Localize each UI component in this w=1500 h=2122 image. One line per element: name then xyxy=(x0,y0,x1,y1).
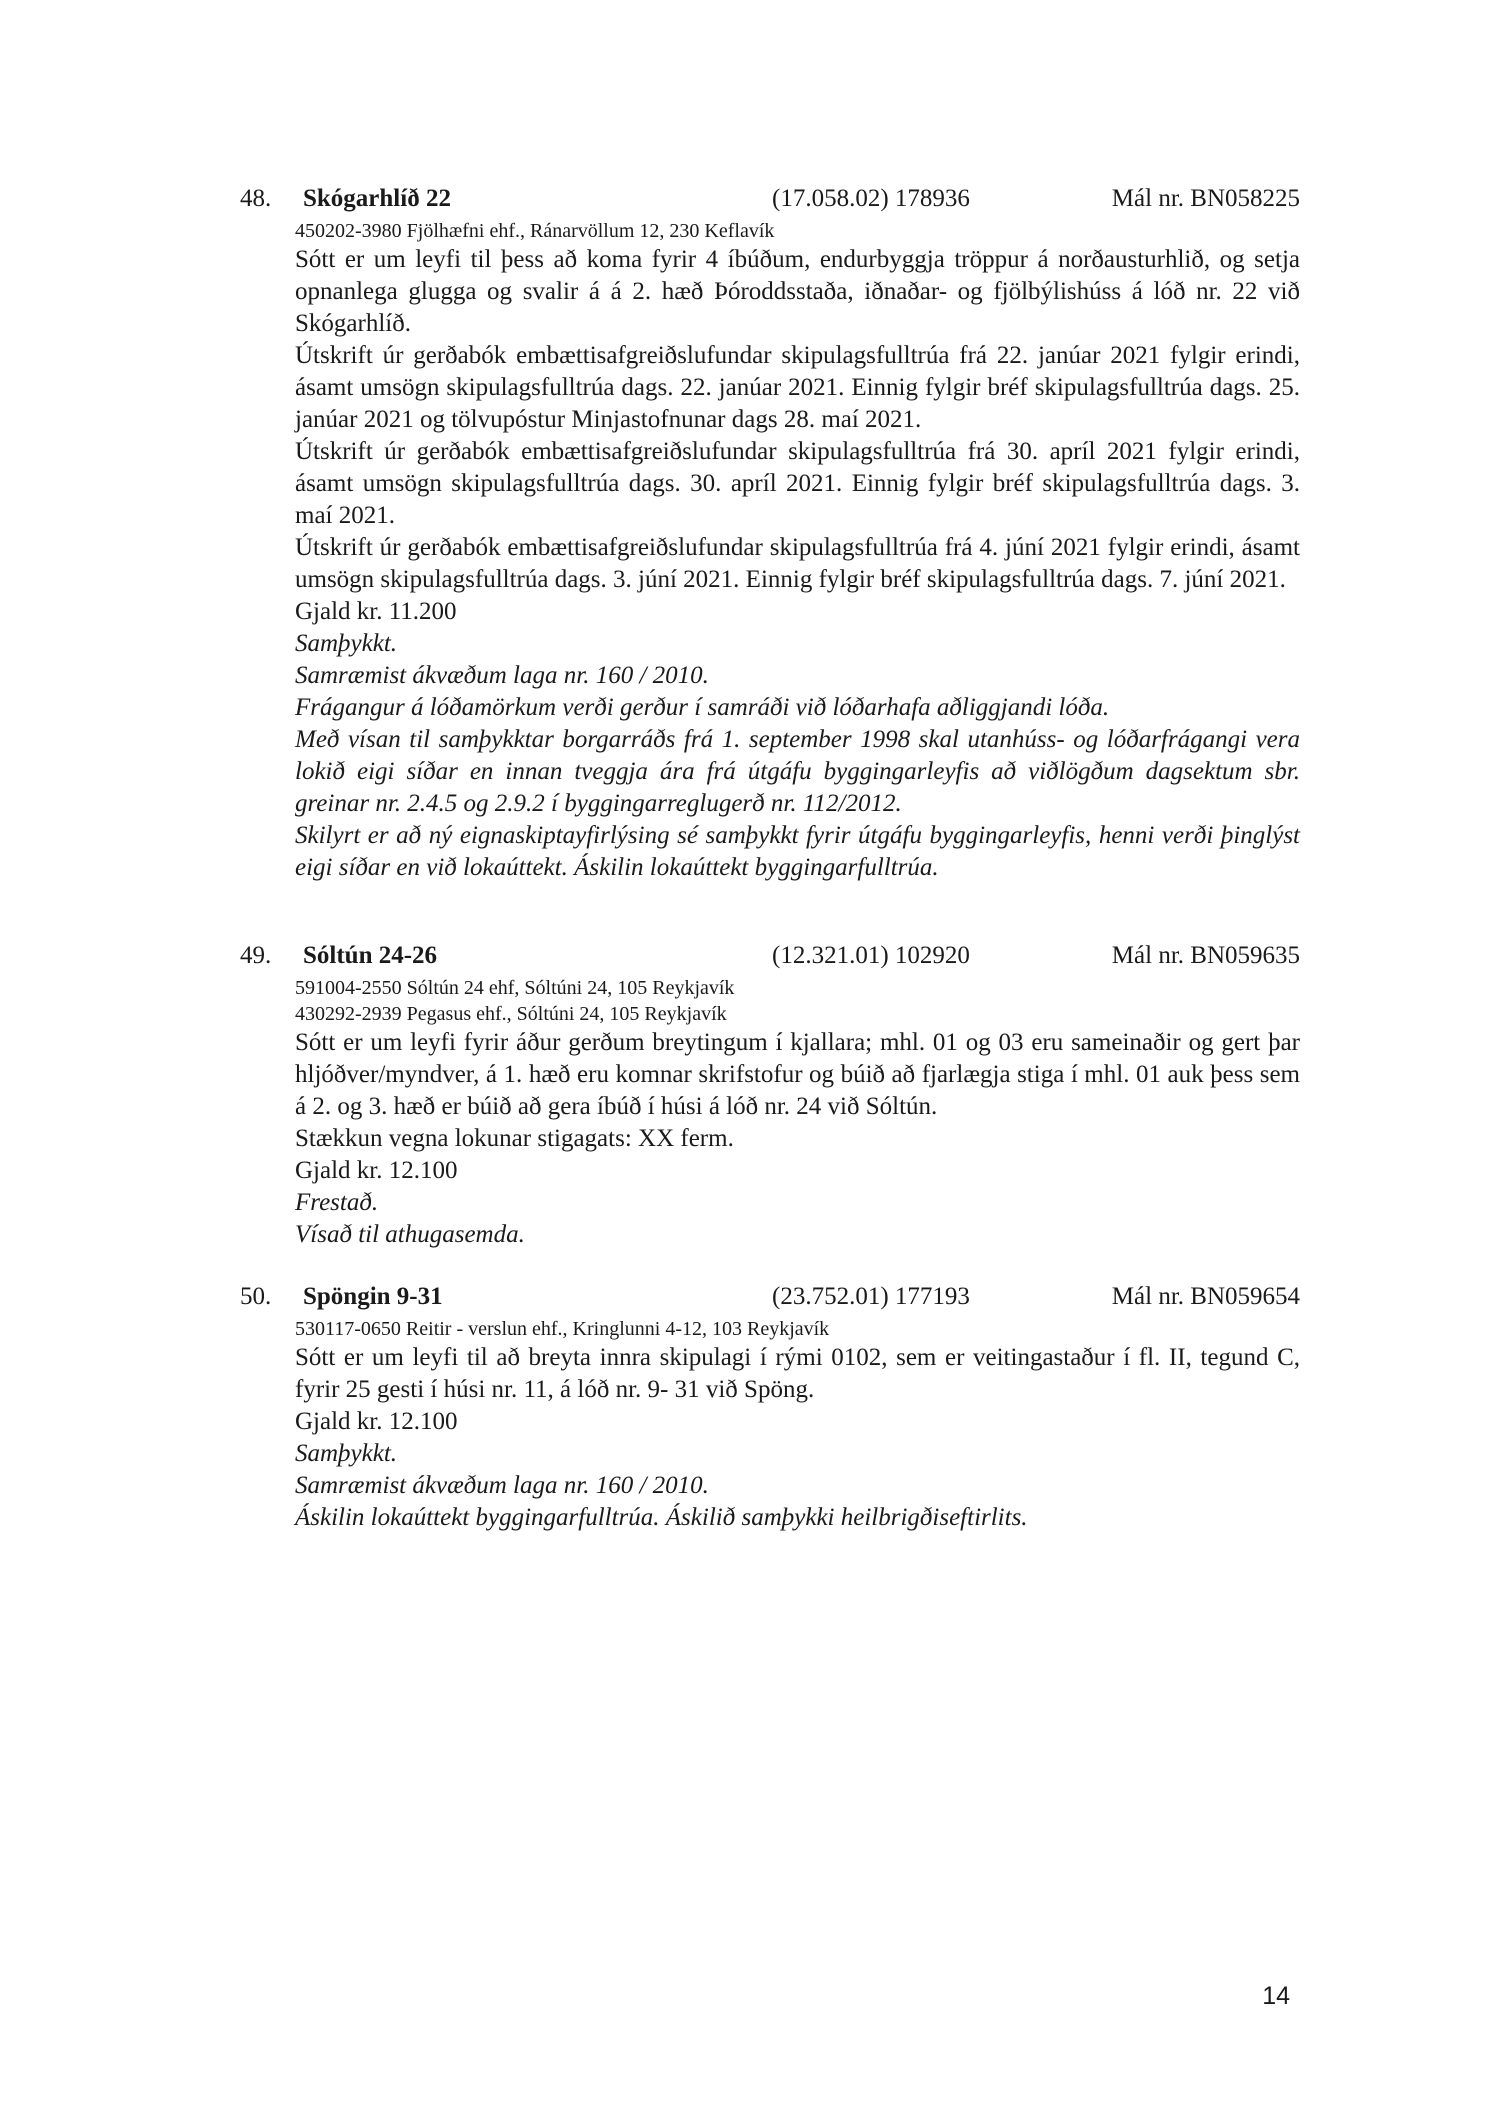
case-body xyxy=(295,975,1300,1251)
page-number: 14 xyxy=(1262,1982,1290,2010)
case-reference: Mál nr. BN058225 xyxy=(1111,185,1300,212)
description-paragraph: Sótt er um leyfi til þess að koma fyrir 4 íbúðum, endurbyggja tröppur á norðausturhlið, og setja opnanlega glugga og svalir á á 2. hæð Þóroddsstaða, iðnaðar- og fjölbýlishúss á lóð nr. 22 við Skógarhlíð. xyxy=(295,246,1300,337)
case-reference: Mál nr. BN059654 xyxy=(1111,1283,1300,1310)
description-paragraph: Útskrift úr gerðabók embættisafgreiðslufundar skipulagsfulltrúa frá 30. apríl 2021 fylgir erindi, ásamt umsögn skipulagsfulltrúa dags. 30. apríl 2021. Einnig fylgir bréf skipulagsfulltrúa dags. 3. maí 2021. xyxy=(295,438,1300,529)
decision-line: Samþykkt. xyxy=(295,1440,398,1467)
description-paragraph: Útskrift úr gerðabók embættisafgreiðslufundar skipulagsfulltrúa frá 22. janúar 2021 fylgir erindi, ásamt umsögn skipulagsfulltrúa dags. 22. janúar 2021. Einnig fylgir bréf skipulagsfulltrúa dags. 25. janúar 2021 og tölvupóstur Minjastofnunar dags 28. maí 2021. xyxy=(295,342,1300,433)
applicant-line: 530117-0650 Reitir - verslun ehf., Kringlunni 4-12, 103 Reykjavík xyxy=(295,1318,830,1340)
case-address: Spöngin 9-31 xyxy=(303,1283,443,1310)
fee-line: Gjald kr. 12.100 xyxy=(295,1408,458,1435)
decision-line: Með vísan til samþykktar borgarráðs frá 1. september 1998 skal utanhúss- og lóðarfrágangi vera lokið eigi síðar en innan tveggja ára frá útgáfu byggingarleyfis að viðlögðum dagsektum sbr. greinar nr. 2.4.5 og 2.9.2 í byggingarreglugerð nr. 112/2012. xyxy=(295,726,1300,817)
case-number: 50. xyxy=(240,1283,272,1310)
decision-line: Samræmist ákvæðum laga nr. 160 / 2010. xyxy=(295,1472,709,1499)
fee-line: Gjald kr. 11.200 xyxy=(295,598,457,625)
description-paragraph: Sótt er um leyfi til að breyta innra skipulagi í rými 0102, sem er veitingastaður í fl. II, tegund C, fyrir 25 gesti í húsi nr. 11, á lóð nr. 9- 31 við Spöng. xyxy=(295,1344,1300,1403)
fee-line: Gjald kr. 12.100 xyxy=(295,1157,458,1184)
decision-line: Samræmist ákvæðum laga nr. 160 / 2010. xyxy=(295,662,709,689)
applicant-line: 430292-2939 Pegasus ehf., Sóltúni 24, 105 Reykjavík xyxy=(295,1003,727,1025)
decision-line: Vísað til athugasemda. xyxy=(295,1221,525,1248)
decision-line: Samþykkt. xyxy=(295,630,398,657)
applicant-line: 450202-3980 Fjölhæfni ehf., Ránarvöllum 12, 230 Keflavík xyxy=(295,220,775,242)
case-land-code: (23.752.01) 177193 xyxy=(772,1283,970,1310)
case-address: Sóltún 24-26 xyxy=(303,942,438,969)
case-body xyxy=(295,1316,1300,1534)
case-address: Skógarhlíð 22 xyxy=(303,185,451,212)
case-number: 49. xyxy=(240,942,272,969)
description-paragraph: Stækkun vegna lokunar stigagats: XX ferm. xyxy=(295,1125,734,1152)
description-paragraph: Útskrift úr gerðabók embættisafgreiðslufundar skipulagsfulltrúa frá 4. júní 2021 fylgir erindi, ásamt umsögn skipulagsfulltrúa dags. 3. júní 2021. Einnig fylgir bréf skipulagsfulltrúa dags. 7. júní 2021. xyxy=(295,534,1300,593)
case-49 xyxy=(240,937,1300,1251)
case-land-code: (12.321.01) 102920 xyxy=(772,942,970,969)
applicant-line: 591004-2550 Sóltún 24 ehf, Sóltúni 24, 105 Reykjavík xyxy=(295,977,735,999)
case-header xyxy=(240,1278,1300,1316)
case-body xyxy=(295,218,1300,884)
case-number: 48. xyxy=(240,185,272,212)
case-50 xyxy=(240,1278,1300,1534)
case-48 xyxy=(240,180,1300,884)
decision-line: Skilyrt er að ný eignaskiptayfirlýsing sé samþykkt fyrir útgáfu byggingarleyfis, henni verði þinglýst eigi síðar en við lokaúttekt. Áskilin lokaúttekt byggingarfulltrúa. xyxy=(295,822,1300,881)
case-reference: Mál nr. BN059635 xyxy=(1111,942,1300,969)
decision-line: Frágangur á lóðamörkum verði gerður í samráði við lóðarhafa aðliggjandi lóða. xyxy=(295,694,1110,721)
decision-line: Frestað. xyxy=(295,1189,379,1216)
case-land-code: (17.058.02) 178936 xyxy=(772,185,970,212)
decision-line: Áskilin lokaúttekt byggingarfulltrúa. Áskilið samþykki heilbrigðiseftirlits. xyxy=(295,1504,1028,1531)
case-header xyxy=(240,180,1300,218)
case-header xyxy=(240,937,1300,975)
description-paragraph: Sótt er um leyfi fyrir áður gerðum breytingum í kjallara; mhl. 01 og 03 eru sameinaðir og gert þar hljóðver/myndver, á 1. hæð eru komnar skrifstofur og búið að fjarlægja stiga í mhl. 01 auk þess sem á 2. og 3. hæð er búið að gera íbúð í húsi á lóð nr. 24 við Sóltún. xyxy=(295,1029,1300,1120)
